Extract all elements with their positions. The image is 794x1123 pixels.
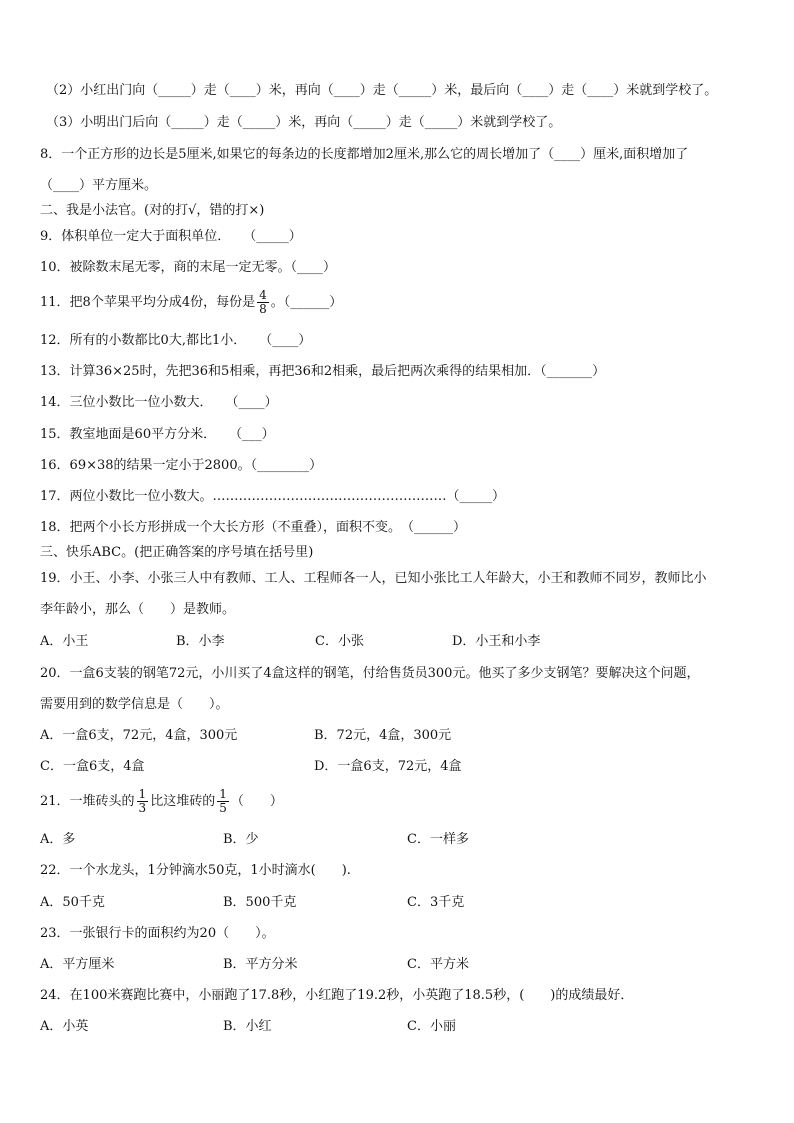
option-a: A．小王	[40, 634, 89, 649]
question-21-text-start: 21．一堆砖头的	[40, 794, 135, 809]
fraction-numerator: 4	[259, 288, 267, 302]
option-c: C．一盒6支，4盒	[40, 759, 145, 774]
question-10: 10．被除数末尾无零，商的末尾一定无零。（____）	[40, 260, 337, 275]
option-b: B．500千克	[223, 895, 297, 910]
option-c: C．小张	[315, 634, 364, 649]
option-b: B．平方分米	[223, 957, 298, 972]
fraction-1-3	[137, 788, 149, 815]
question-13: 13．计算36×25时，先把36和5相乘，再把36和2相乘，最后把两次乘得的结果相加．（_______）	[40, 364, 606, 379]
question-22: 22．一个水龙头，1分钟滴水50克，1小时滴水( ).	[40, 863, 351, 878]
fraction-1-5	[217, 788, 229, 815]
option-c: C．一样多	[407, 832, 469, 847]
question-19-line-1: 19．小王、小李、小张三人中有教师、工人、工程师各一人，已知小张比工人年龄大，小王和教师不同岁，教师比小	[40, 571, 707, 586]
fraction-numerator: 1	[138, 787, 147, 801]
question-11	[40, 289, 770, 317]
option-a: A．一盒6支，72元，4盒，300元	[40, 728, 238, 743]
option-a: A．50千克	[40, 895, 105, 910]
option-c: C．3千克	[407, 895, 465, 910]
option-a: A．小英	[40, 1019, 89, 1034]
fraction-denominator: 3	[138, 801, 147, 815]
question-18: 18．把两个小长方形拼成一个大长方形（不重叠），面积不变。 （______）	[40, 520, 467, 535]
question-20-line-1: 20．一盒6支装的钢笔72元，小川买了4盒这样的钢笔，付给售货员300元。他买了多少支钢笔？要解决这个问题，	[40, 666, 700, 681]
question-14: 14．三位小数比一位小数大． （____）	[40, 395, 278, 410]
question-8-line-1: 8．一个正方形的边长是5厘米,如果它的每条边的长度都增加2厘米,那么它的周长增加了（____）厘米,面积增加了	[40, 147, 689, 162]
section-3-heading: 三、快乐ABC。(把正确答案的序号填在括号里)	[40, 545, 314, 560]
option-c: C．平方米	[407, 957, 469, 972]
question-20-line-2: 需要用到的数学信息是（ ）。	[40, 697, 229, 712]
fraction-numerator: 1	[219, 787, 227, 801]
option-d: D．小王和小李	[452, 634, 541, 649]
question-23: 23．一张银行卡的面积约为20（ ）。	[40, 926, 275, 941]
option-b: B．72元，4盒，300元	[314, 728, 452, 743]
question-15: 15．教室地面是60平方分米． （___）	[40, 427, 275, 442]
fraction-4-8	[257, 289, 269, 316]
option-b: B．少	[223, 832, 259, 847]
question-9: 9．体积单位一定大于面积单位． （_____）	[40, 229, 302, 244]
question-7-part-2: （2）小红出门向（_____）走（____）米，再向（____）走（_____）米，最后向（____）走（____）米就到学校了。	[46, 83, 718, 98]
section-2-heading: 二、我是小法官。(对的打√，错的打×)	[40, 203, 265, 218]
option-d: D．一盒6支，72元，4盒	[314, 759, 462, 774]
question-11-text: 11．把8个苹果平均分成4份，每份是	[40, 295, 256, 310]
option-b: B．小李	[176, 634, 225, 649]
question-12: 12．所有的小数都比0大,都比1小． （____）	[40, 333, 312, 348]
option-a: A．多	[40, 832, 76, 847]
option-c: C．小丽	[407, 1019, 456, 1034]
option-a: A．平方厘米	[40, 957, 115, 972]
option-b: B．小红	[223, 1019, 272, 1034]
fraction-denominator: 5	[219, 801, 227, 815]
question-19-line-2: 李年龄小，那么（ ）是教师。	[40, 602, 236, 617]
question-21-text-mid: 比这堆砖的	[150, 794, 216, 809]
question-7-part-3: （3）小明出门后向（_____）走（_____）米，再向（_____）走（_____）米就到学校了。	[46, 115, 562, 130]
fraction-denominator: 8	[259, 302, 267, 316]
question-24: 24．在100米赛跑比赛中，小丽跑了17.8秒，小红跑了19.2秒，小英跑了18.5秒，( )的成绩最好．	[40, 988, 634, 1003]
question-11-blank: 。（______）	[270, 295, 343, 310]
question-21	[40, 787, 770, 817]
question-17: 17．两位小数比一位小数大。………………………………………………（_____）	[40, 489, 506, 504]
question-16: 16．69×38的结果一定小于2800。（________）	[40, 458, 323, 473]
question-21-blank: （ ）	[230, 794, 283, 809]
question-8-line-2: （____）平方厘米。	[40, 178, 158, 193]
